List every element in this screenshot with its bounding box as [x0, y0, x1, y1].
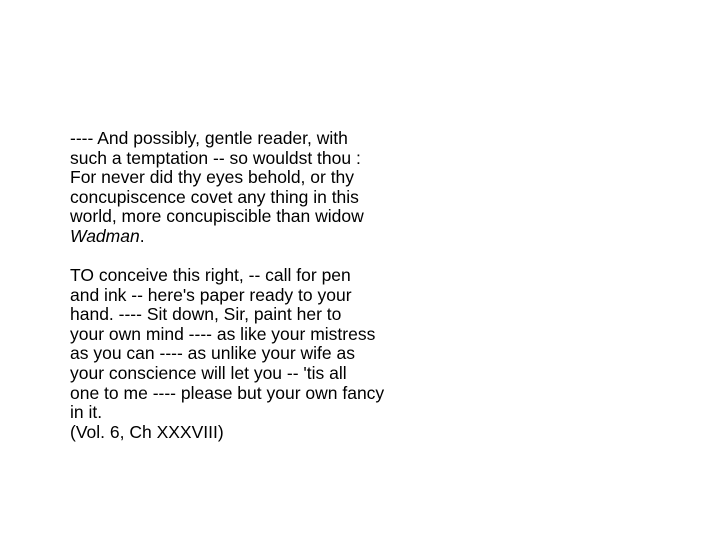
text-line: one to me ---- please but your own fancy	[70, 382, 385, 403]
text-line: ---- And possibly, gentle reader, with	[70, 128, 348, 148]
text-line: and ink -- here's paper ready to your	[70, 284, 352, 305]
paragraph-1	[70, 129, 450, 247]
text-line: your own mind ---- as like your mistress	[70, 323, 376, 344]
text-line-last	[70, 227, 450, 247]
italic-name: Wadman	[70, 225, 140, 246]
citation: (Vol. 6, Ch XXXVIII)	[70, 421, 224, 442]
text-line: hand. ---- Sit down, Sir, paint her to	[70, 304, 342, 325]
text-line: For never did thy eyes behold, or thy	[70, 167, 355, 188]
text-line: in it.	[70, 402, 103, 423]
text-line: your conscience will let you -- 'tis all	[70, 363, 347, 384]
sentence-end: .	[139, 225, 145, 246]
text-line: such a temptation -- so wouldst thou :	[70, 147, 361, 168]
quotation-text	[70, 129, 450, 442]
paragraph-2	[70, 266, 450, 442]
text-line: TO conceive this right, -- call for pen	[70, 265, 351, 286]
text-line: as you can ---- as unlike your wife as	[70, 343, 355, 364]
text-line: concupiscence covet any thing in this	[70, 186, 359, 207]
text-line: world, more concupiscible than widow	[70, 206, 364, 227]
